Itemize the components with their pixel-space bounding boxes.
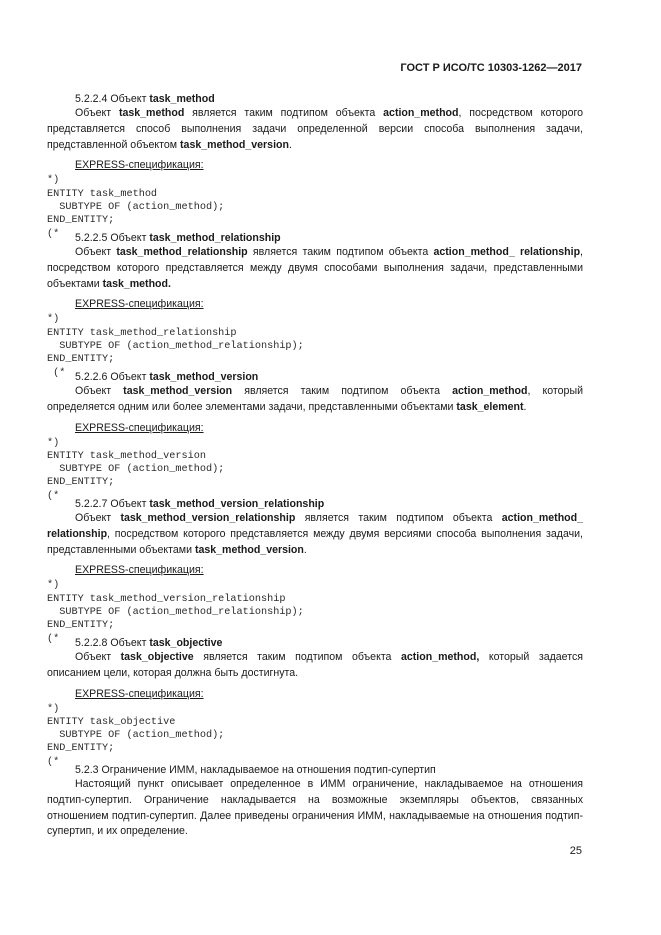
section-body: Объект task_method является таким подтипом объекта action_method, посредством которого представляется способ выполнения задачи определенной версии способа выполнения задачи, представленной объектом task_method_version. (47, 107, 583, 151)
section-body: Настоящий пункт описывает определенное в ИММ ограничение, накладываемое на отношения подтип-супертип. Ограничение накладывается на возможные экземпляры объектов, связанных отношением подтип-супертип. Далее приведены ограничения ИММ, накладываемые на отношения подтип-супертип, и их определение. (47, 778, 583, 838)
express-code: *) ENTITY task_method SUBTYPE OF (action_method); END_ENTITY; (* (47, 175, 225, 240)
section-heading: 5.2.2.7 Объект task_method_version_relationship (75, 498, 325, 510)
section-5-2-2-6 (47, 370, 583, 503)
section-heading: 5.2.2.8 Объект task_objective (75, 637, 223, 649)
express-spec-label: EXPRESS-спецификация: (75, 421, 204, 434)
section-body: Объект task_objective является таким подтипом объекта action_method, который задается описанием цели, которая должна быть достигнута. (47, 651, 583, 679)
express-spec-label: EXPRESS-спецификация: (75, 298, 204, 311)
section-5-2-2-5 (47, 231, 583, 380)
document-header: ГОСТ Р ИСО/ТС 10303-1262—2017 (400, 62, 582, 74)
section-heading: 5.2.2.5 Объект task_method_relationship (75, 232, 281, 244)
section-body: Объект task_method_version_relationship является таким подтипом объекта action_method_ relationship, посредством которого представляется между двумя версиями способа выполнения задачи, представленными объектами task_method_version. (47, 512, 583, 556)
section-5-2-2-8 (47, 636, 583, 769)
express-code: *) ENTITY task_objective SUBTYPE OF (action_method); END_ENTITY; (* (47, 703, 225, 768)
section-5-2-2-7 (47, 497, 583, 646)
section-body: Объект task_method_relationship является таким подтипом объекта action_method_ relationship, посредством которого представляется между двумя способами выполнения задачи, представленными объектами task_method. (47, 246, 583, 290)
section-heading: 5.2.2.6 Объект task_method_version (75, 371, 259, 383)
section-heading: 5.2.2.4 Объект task_method (75, 93, 215, 105)
express-spec-label: EXPRESS-спецификация: (75, 159, 204, 172)
section-5-2-3 (47, 763, 583, 840)
section-heading: 5.2.3 Ограничение ИММ, накладываемое на отношения подтип-супертип (75, 764, 436, 776)
section-5-2-2-4 (47, 92, 583, 241)
express-spec-label: EXPRESS-спецификация: (75, 687, 204, 700)
express-code: *) ENTITY task_method_relationship SUBTYPE OF (action_method_relationship); END_ENTITY; (* (47, 314, 304, 379)
express-code: *) ENTITY task_method_version SUBTYPE OF (action_method); END_ENTITY; (* (47, 437, 225, 502)
page-number: 25 (569, 845, 582, 857)
express-code: *) ENTITY task_method_version_relationship SUBTYPE OF (action_method_relationship); END_ENTITY; (* (47, 580, 304, 645)
express-spec-label: EXPRESS-спецификация: (75, 564, 204, 577)
section-body: Объект task_method_version является таким подтипом объекта action_method, который определяется одним или более элементами задачи, представленными объектами task_element. (47, 385, 583, 413)
